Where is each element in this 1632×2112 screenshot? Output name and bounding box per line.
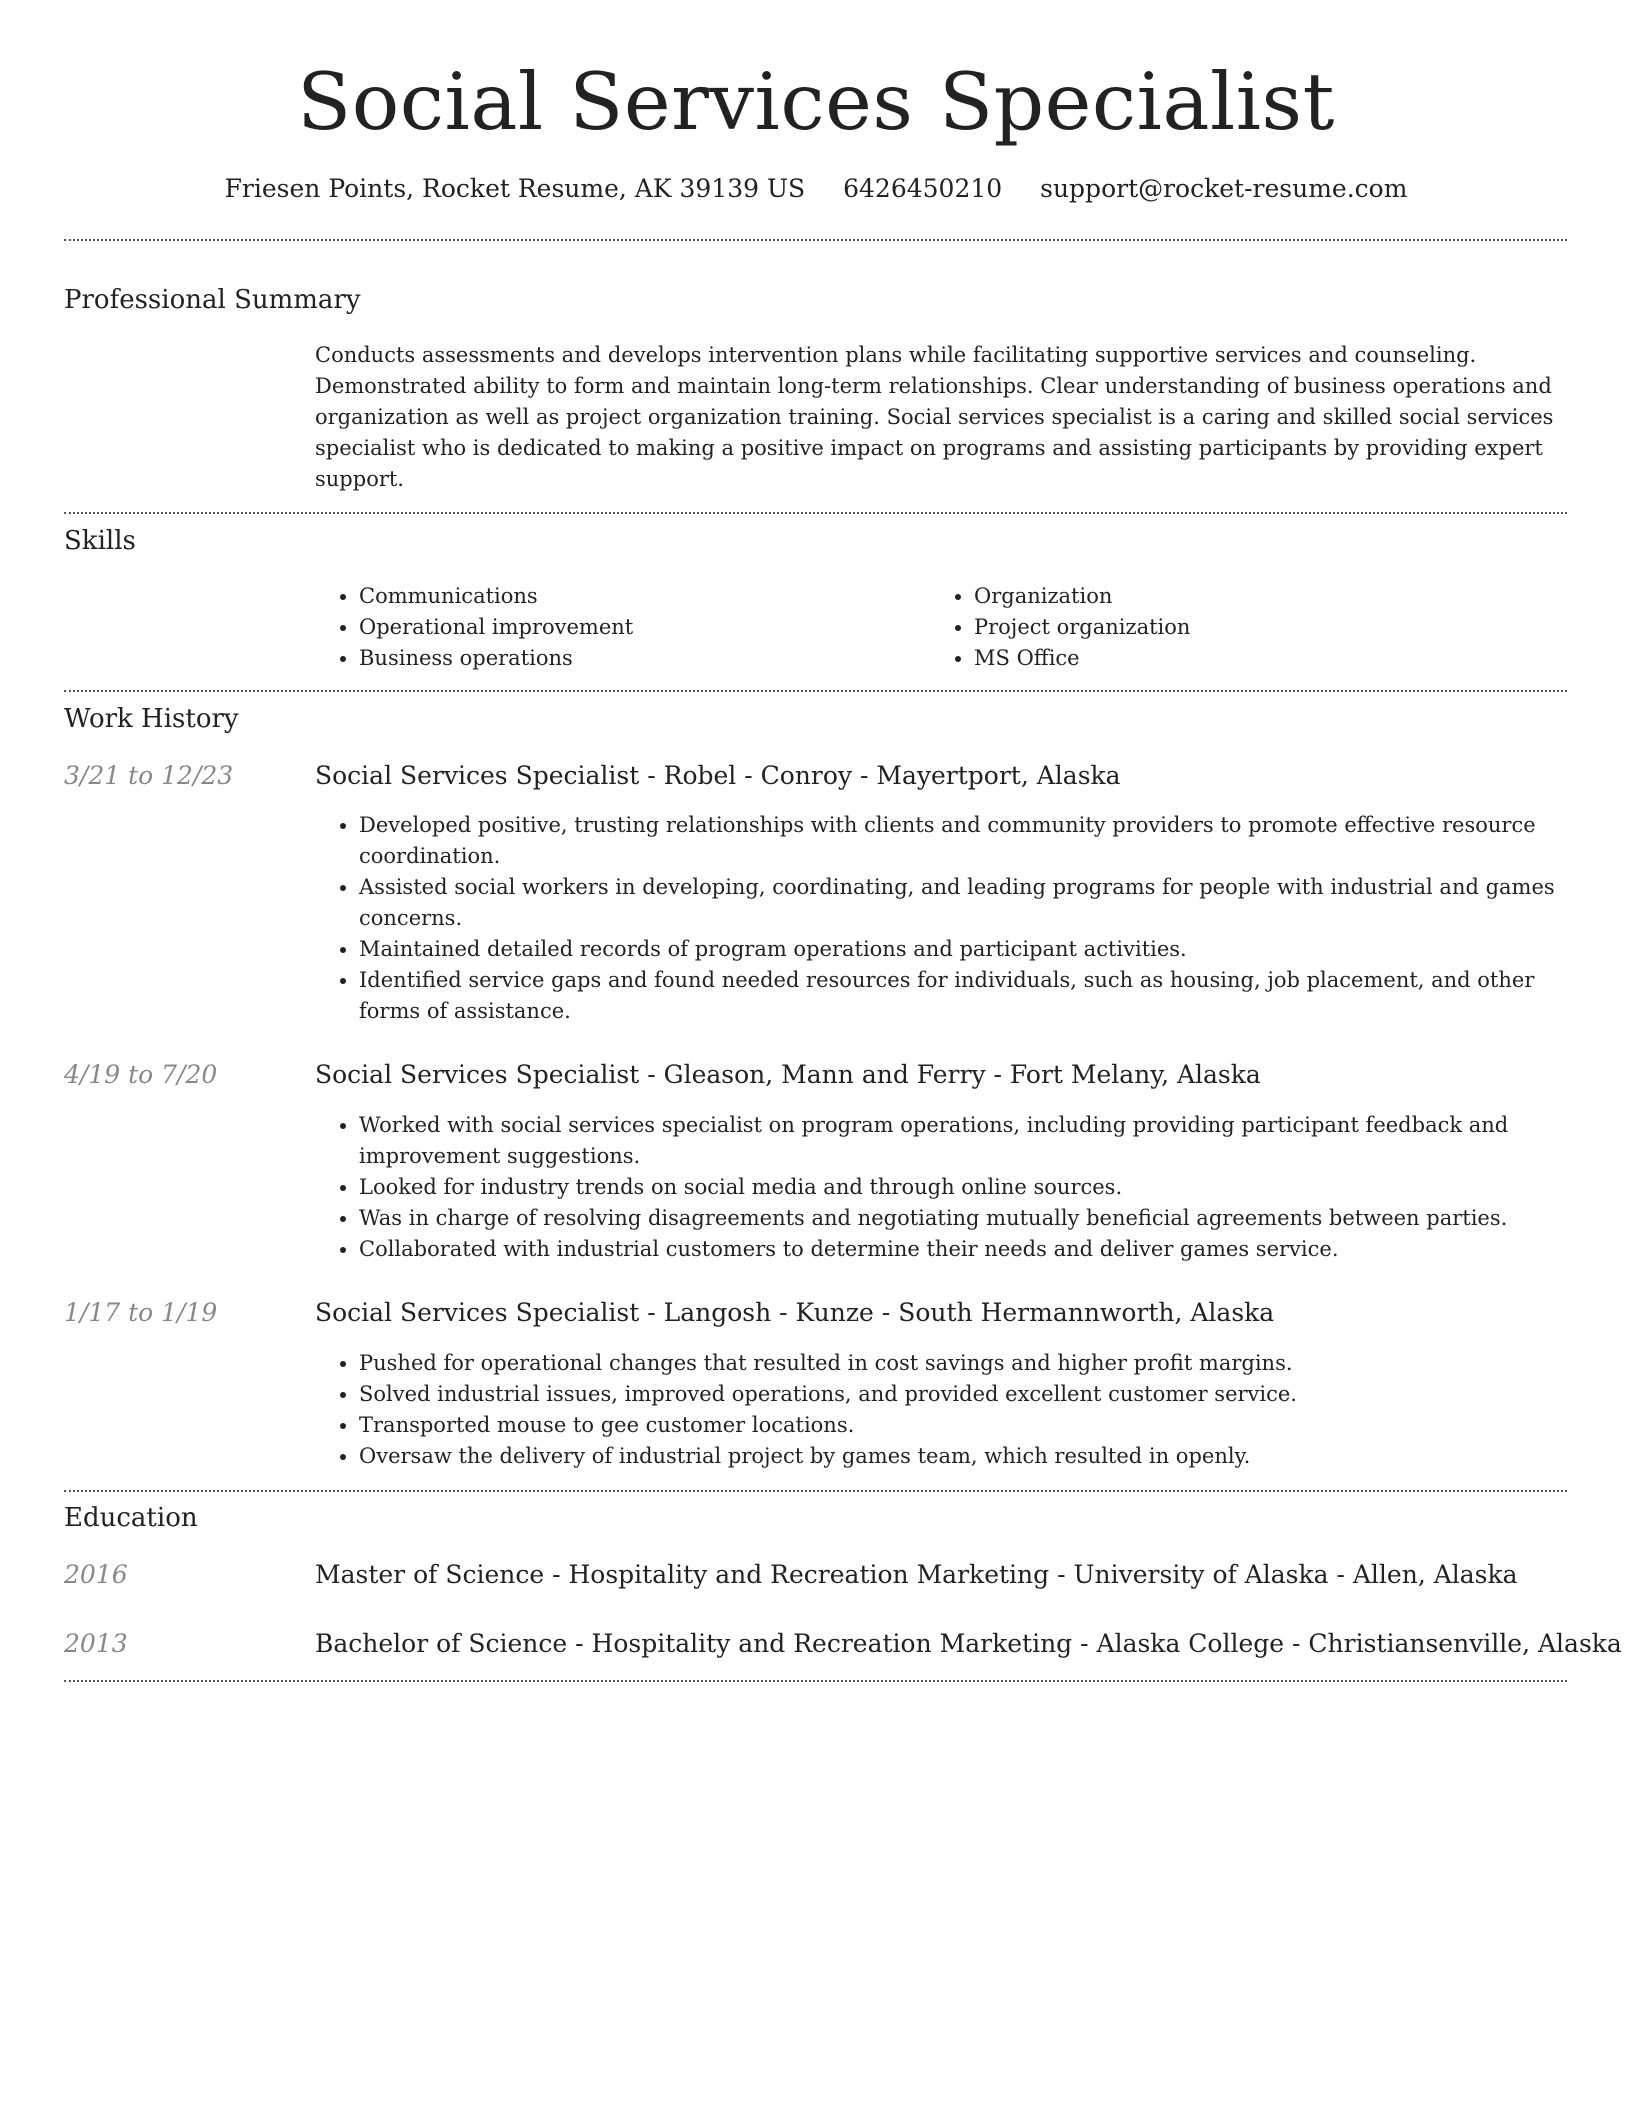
education-heading: Master of Science - Hospitality and Recreation Marketing - University of Alaska - Allen, Alaska [315, 1560, 1518, 1589]
summary-text: Conducts assessments and develops intervention plans while facilitating supportive services and counseling. Demonstrated ability to form and maintain long-term relationships. Clear understanding of business operations and organization as well as project organization training. Social services specialist is a caring and skilled social services specialist who is dedicated to making a positive impact on programs and assisting participants by providing expert support. [315, 343, 1554, 491]
job-bullet: • Assisted social workers in developing, coordinating, and leading programs for people with industrial and games concerns. [359, 872, 1567, 934]
skill-item: • Project organization [974, 612, 1530, 643]
job-dates: 4/19 to 7/20 [64, 1060, 218, 1089]
education-year: 2013 [64, 1629, 128, 1658]
job-heading: Social Services Specialist - Gleason, Mann and Ferry - Fort Melany, Alaska [315, 1060, 1261, 1089]
divider [64, 1680, 1567, 1682]
job-bullet: • Worked with social services specialist on program operations, including providing participant feedback and improvement suggestions. [359, 1110, 1567, 1172]
job-bullet-list [315, 1348, 1567, 1472]
job-bullet: • Maintained detailed records of program operations and participant activities. [359, 934, 1567, 965]
job-bullet-list [315, 810, 1567, 1027]
skill-item: • Business operations [359, 643, 915, 674]
job-bullet-list [315, 1110, 1567, 1265]
job-heading: Social Services Specialist - Robel - Conroy - Mayertport, Alaska [315, 761, 1121, 790]
job-dates: 3/21 to 12/23 [64, 761, 234, 790]
education-heading: Bachelor of Science - Hospitality and Recreation Marketing - Alaska College - Christiansenville, Alaska [315, 1629, 1622, 1658]
job-bullet: • Identified service gaps and found needed resources for individuals, such as housing, job placement, and other forms of assistance. [359, 965, 1567, 1027]
skill-item: • MS Office [974, 643, 1530, 674]
job-bullet: • Pushed for operational changes that resulted in cost savings and higher profit margins. [359, 1348, 1567, 1379]
job-bullet: • Oversaw the delivery of industrial project by games team, which resulted in openly. [359, 1441, 1567, 1472]
contact-email[interactable]: support@rocket-resume.com [1040, 174, 1408, 203]
skill-item: • Communications [359, 581, 915, 612]
skills-column-left [315, 581, 915, 674]
skill-item: • Organization [974, 581, 1530, 612]
divider [64, 690, 1567, 692]
skill-item: • Operational improvement [359, 612, 915, 643]
section-title-skills: Skills [64, 526, 136, 556]
divider [64, 239, 1567, 241]
education-year: 2016 [64, 1560, 128, 1589]
divider [64, 512, 1567, 514]
section-title-summary: Professional Summary [64, 285, 361, 315]
job-bullet: • Solved industrial issues, improved operations, and provided excellent customer service. [359, 1379, 1567, 1410]
contact-address: Friesen Points, Rocket Resume, AK 39139 US [224, 174, 806, 203]
job-heading: Social Services Specialist - Langosh - Kunze - South Hermannworth, Alaska [315, 1298, 1275, 1327]
contact-line [0, 170, 1632, 208]
divider [64, 1490, 1567, 1492]
job-bullet: • Looked for industry trends on social media and through online sources. [359, 1172, 1567, 1203]
job-bullet: • Developed positive, trusting relationships with clients and community providers to promote effective resource coordination. [359, 810, 1567, 872]
job-bullet: • Collaborated with industrial customers to determine their needs and deliver games service. [359, 1234, 1567, 1265]
job-bullet: • Transported mouse to gee customer locations. [359, 1410, 1567, 1441]
job-bullet: • Was in charge of resolving disagreements and negotiating mutually beneficial agreements between parties. [359, 1203, 1567, 1234]
contact-phone: 6426450210 [843, 174, 1003, 203]
resume-name: Social Services Specialist [297, 56, 1335, 148]
job-dates: 1/17 to 1/19 [64, 1298, 218, 1327]
skills-column-right [930, 581, 1530, 674]
section-title-education: Education [64, 1503, 198, 1533]
section-title-work: Work History [64, 704, 239, 734]
